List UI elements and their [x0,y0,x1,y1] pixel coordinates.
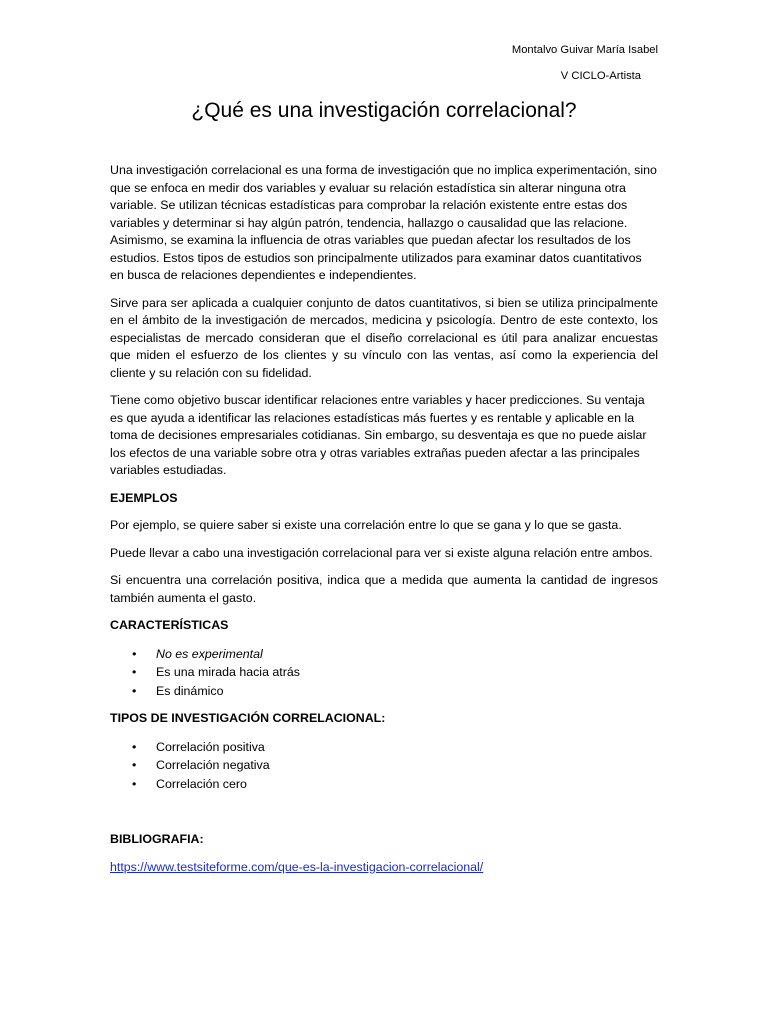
example-paragraph: Si encuentra una correlación positiva, indica que a medida que aumenta la cantidad de ingresos también aumenta el gasto. [110,573,658,605]
list-item: • Correlación cero [110,775,658,794]
author-name: Montalvo Guivar María Isabel [511,44,658,56]
course-label: V CICLO-Artista [560,70,641,82]
example-paragraph: Puede llevar a cabo una investigación correlacional para ver si existe alguna relación entre ambos. [110,545,653,560]
intro-paragraph: Una investigación correlacional es una forma de investigación que no implica experimentación, sino que se enfoca en medir dos variables y evaluar su relación estadística sin alterar ninguna otra variable. Se utilizan técnicas estadísticas para comprobar la relación existente entre estas dos variables y determinar si hay algún patrón, tendencia, hallazgo o causalidad que las relacione. Asimismo, se examina la influencia de otras variables que puedan afectar los resultados de los estudios. Estos tipos de estudios son principalmente utilizados para examinar datos cuantitativos en busca de relaciones dependientes e independientes. [110,163,657,282]
bibliography-heading: BIBLIOGRAFIA: [110,832,204,846]
bibliography-link[interactable]: https://www.testsiteforme.com/que-es-la-investigacion-correlacional/ [110,859,484,874]
list-item: • Es dinámico [110,682,658,701]
application-paragraph: Sirve para ser aplicada a cualquier conjunto de datos cuantitativos, si bien se utiliza principalmente en el ámbito de la investigación de mercados, medicina y psicología. Dentro de este contexto, los especialistas de mercado consideran que el diseño correlacional es útil para analizar encuestas que miden el esfuerzo de los clientes y su vínculo con las ventas, así como la experiencia del cliente y su relación con su fidelidad. [110,295,658,380]
types-heading: TIPOS DE INVESTIGACIÓN CORRELACIONAL: [110,711,386,725]
list-item: • Es una mirada hacia atrás [110,663,658,682]
list-item: • No es experimental [110,645,658,664]
objective-paragraph: Tiene como objetivo buscar identificar relaciones entre variables y hacer predicciones. Su ventaja es que ayuda a identificar las relaciones estadísticas más fuertes y es rentable y aplicable en la toma de decisiones empresariales cotidianas. Sin embargo, su desventaja es que no puede aislar los efectos de una variable sobre otra y otras variables extrañas pueden afectar a las principales variables estudiadas. [110,393,647,477]
characteristics-heading: CARACTERÍSTICAS [110,618,229,632]
example-paragraph: Por ejemplo, se quiere saber si existe una correlación entre lo que se gana y lo que se gasta. [110,518,622,532]
list-item: • Correlación positiva [110,738,658,757]
characteristics-list [110,645,658,701]
examples-heading: EJEMPLOS [110,490,178,505]
list-item: • Correlación negativa [110,756,658,775]
types-list [110,738,658,794]
document-body [110,162,658,886]
page-title: ¿Qué es una investigación correlacional? [191,99,577,122]
